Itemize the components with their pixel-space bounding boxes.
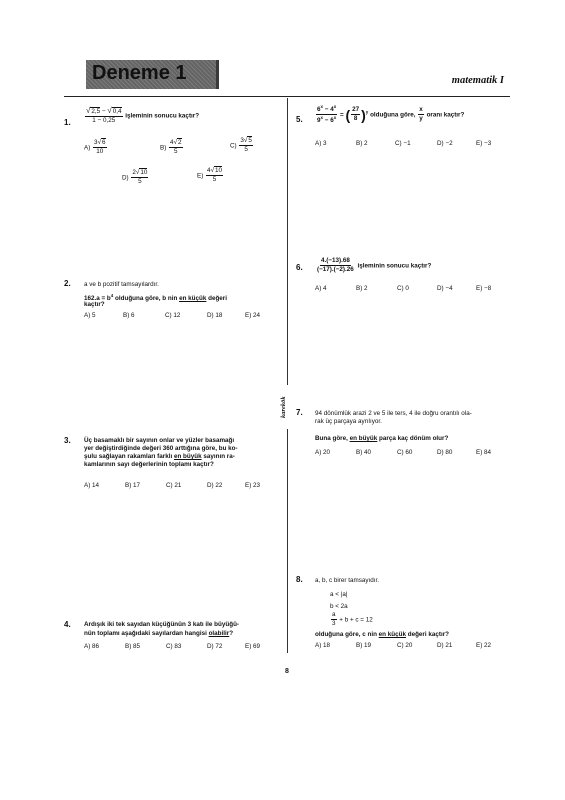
q4-option-d[interactable]: D) 72 <box>207 643 223 650</box>
q4-line-2: nün toplamı aşağıdaki sayılardan hangisi olabilir? <box>84 630 234 637</box>
q8-condition-3: $\frac{a}{3}$ + b + c = 12 <box>332 611 373 628</box>
q8-option-b[interactable]: B) 19 <box>356 642 372 649</box>
q7-line-2: rak üç parçaya ayrılıyor. <box>315 418 382 425</box>
q8-condition-2: b < 2a <box>330 603 348 610</box>
q2-line-1: a ve b pozitif tamsayılardır. <box>84 281 159 288</box>
q5-expression: $\frac{6^x - 4^x}{9^x - 6^x}$ = ( $\frac{27}{8}$ )$^y$ olduğuna göre, $\frac{x}{y}$ oranı kaçtır? <box>317 104 465 125</box>
q1-option-a[interactable]: A) $\frac{3√6}{10}$ <box>84 139 106 156</box>
q6-option-b[interactable]: B) 2 <box>356 285 368 292</box>
question-number: 3. <box>64 436 71 445</box>
q3-option-c[interactable]: C) 21 <box>166 482 182 489</box>
q3-line-4: kamlarının sayı değerlerinin toplamı kaçtır? <box>84 461 214 468</box>
q8-line-1: a, b, c birer tamsayıdır. <box>315 577 380 584</box>
q7-option-e[interactable]: E) 84 <box>476 449 492 456</box>
q4-option-c[interactable]: C) 83 <box>166 643 182 650</box>
q6-option-d[interactable]: D) −4 <box>437 285 453 292</box>
deneme-badge <box>86 60 219 89</box>
q2-line-3: kaçtır? <box>84 301 105 308</box>
q2-option-a[interactable]: A) 5 <box>84 312 96 319</box>
q2-option-d[interactable]: D) 18 <box>207 312 223 319</box>
page-number: 8 <box>285 668 289 675</box>
q2-option-c[interactable]: C) 12 <box>165 312 181 319</box>
q5-option-e[interactable]: E) −3 <box>476 140 492 147</box>
q2-line-2: $162.a = b^4$ olduğuna göre, b nin en küçük değeri <box>84 293 228 303</box>
q1-expression: $\frac{√2,5 - √0,4}{1 - 0,25}$ işleminin sonucu kaçtır? <box>86 106 200 125</box>
q5-option-d[interactable]: D) −2 <box>437 140 453 147</box>
q4-option-e[interactable]: E) 69 <box>245 643 261 650</box>
question-number: 5. <box>296 115 303 124</box>
q1-option-c[interactable]: C) $\frac{3√5}{5}$ <box>230 137 252 154</box>
q3-line-3: şulu sağlayan rakamları farklı en büyük sayının ra- <box>84 453 235 460</box>
q7-line-1: 94 dönümlük arazi 2 ve 5 ile ters, 4 ile doğru orantılı ola- <box>315 410 472 417</box>
q4-option-b[interactable]: B) 85 <box>125 643 141 650</box>
q8-option-d[interactable]: D) 21 <box>437 642 453 649</box>
q5-option-b[interactable]: B) 2 <box>356 140 368 147</box>
q3-line-1: Üç basamaklı bir sayının onlar ve yüzler basamağı <box>84 437 235 444</box>
q7-line-3: Buna göre, en büyük parça kaç dönüm olur? <box>315 435 449 442</box>
q4-line-1: Ardışık iki tek sayıdan küçüğünün 3 katı ile büyüğü- <box>84 621 240 628</box>
q8-option-c[interactable]: C) 20 <box>397 642 413 649</box>
q4-option-a[interactable]: A) 86 <box>84 643 100 650</box>
q1-option-b[interactable]: B) $\frac{4√2}{5}$ <box>160 139 182 156</box>
q5-option-c[interactable]: C) −1 <box>395 140 411 147</box>
deneme-title: Deneme 1 <box>92 62 187 84</box>
question-number: 7. <box>296 408 303 417</box>
q5-option-a[interactable]: A) 3 <box>315 140 327 147</box>
q8-question-line: olduğuna göre, c nin en küçük değeri kaçtır? <box>315 631 450 638</box>
q6-option-a[interactable]: A) 4 <box>315 285 327 292</box>
q3-option-a[interactable]: A) 14 <box>84 482 100 489</box>
side-brand-label: karekök <box>280 385 294 429</box>
q6-expression: $\frac{4.(-13).68}{(-17).(-2).26}$ işleminin sonucu kaçtır? <box>317 257 432 274</box>
q8-option-e[interactable]: E) 22 <box>476 642 492 649</box>
q7-option-a[interactable]: A) 20 <box>315 449 331 456</box>
q2-option-b[interactable]: B) 6 <box>123 312 135 319</box>
q6-option-e[interactable]: E) −8 <box>476 285 492 292</box>
q3-option-b[interactable]: B) 17 <box>125 482 141 489</box>
q3-line-2: yer değiştirdiğinde değeri 360 arttığına göre, bu ko- <box>84 445 238 452</box>
q6-option-c[interactable]: C) 0 <box>397 285 409 292</box>
question-number: 8. <box>296 575 303 584</box>
question-number: 1. <box>64 118 71 127</box>
subject-label: matematik I <box>451 75 504 86</box>
q3-option-e[interactable]: E) 23 <box>245 482 261 489</box>
column-divider <box>287 98 288 653</box>
q1-option-d[interactable]: D) $\frac{2√10}{5}$ <box>122 169 148 186</box>
q3-option-d[interactable]: D) 22 <box>207 482 223 489</box>
q2-option-e[interactable]: E) 24 <box>245 312 261 319</box>
q1-option-e[interactable]: E) $\frac{4√10}{5}$ <box>197 167 223 184</box>
question-number: 4. <box>64 620 71 629</box>
q7-option-b[interactable]: B) 40 <box>356 449 372 456</box>
q7-option-c[interactable]: C) 60 <box>397 449 413 456</box>
q8-option-a[interactable]: A) 18 <box>315 642 331 649</box>
question-number: 2. <box>64 279 71 288</box>
q8-condition-1: a < |a| <box>330 591 348 598</box>
question-number: 6. <box>296 263 303 272</box>
q7-option-d[interactable]: D) 80 <box>437 449 453 456</box>
